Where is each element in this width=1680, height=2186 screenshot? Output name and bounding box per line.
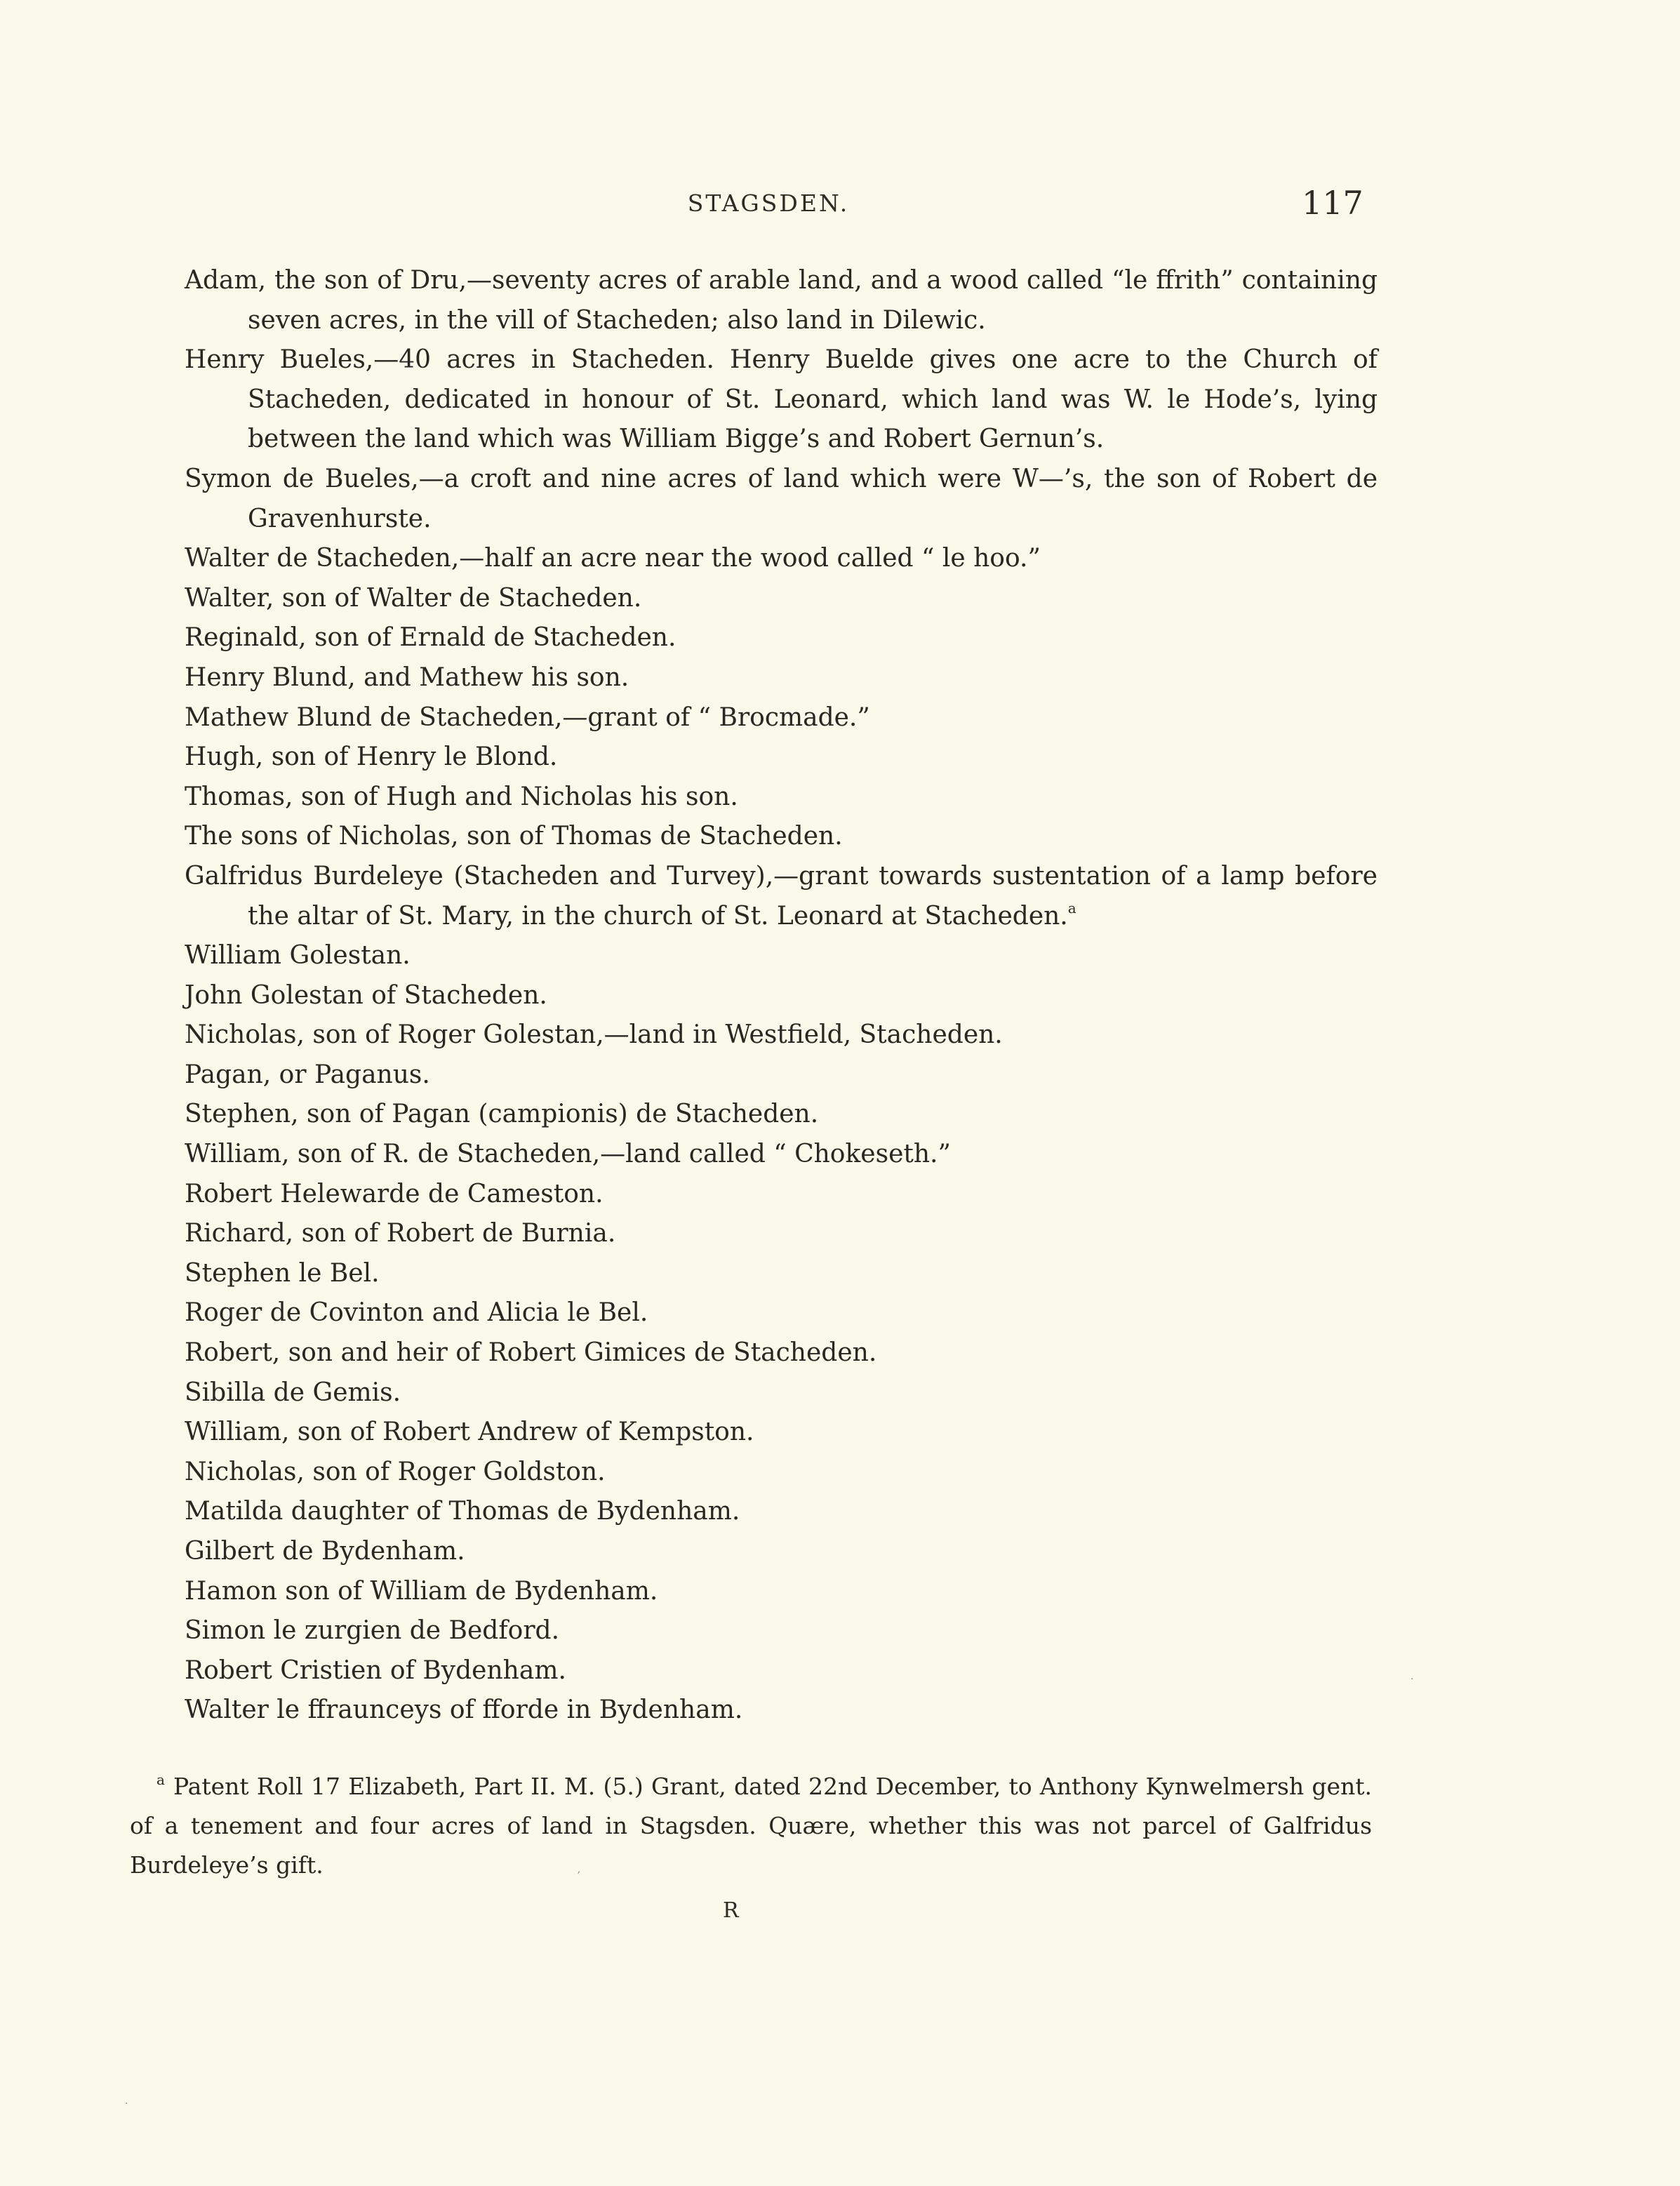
list-item: Mathew Blund de Stacheden,—grant of “ Brocmade.” [185, 702, 870, 732]
list-item: Symon de Bueles,—a croft and nine acres of land which were W—’s, the son of Robert de Gravenhurste. [185, 464, 1378, 533]
list-item: Gilbert de Bydenham. [185, 1537, 465, 1566]
list-item: Pagan, or Paganus. [185, 1060, 430, 1089]
list-item: John Golestan of Stacheden. [185, 980, 547, 1010]
list-item: Robert Cristien of Bydenham. [185, 1655, 566, 1685]
list-item: Adam, the son of Dru,—seventy acres of arable land, and a wood called “le ffrith” containing seven acres, in the vill of Stacheden; also land in Dilewic. [185, 266, 1378, 335]
list-item: Galfridus Burdeleye (Stacheden and Turvey),—grant towards sustentation of a lamp before the altar of St. Mary, in the church of St. Leonard at Stacheden.$^a$ [185, 861, 1378, 931]
paper-speck: · [1411, 1674, 1414, 1685]
paper-speck: · [125, 2098, 128, 2110]
list-item: Hamon son of William de Bydenham. [185, 1576, 658, 1606]
list-item: William, son of R. de Stacheden,—land called “ Chokeseth.” [185, 1140, 951, 1169]
signature-mark: R [723, 1898, 739, 1923]
list-item: Walter le ffraunceys of fforde in Bydenham. [185, 1695, 743, 1725]
list-item: Nicholas, son of Roger Goldston. [185, 1457, 606, 1486]
list-item: Simon le zurgien de Bedford. [185, 1616, 560, 1646]
list-item: Roger de Covinton and Alicia le Bel. [185, 1298, 648, 1328]
list-item: Robert Helewarde de Cameston. [185, 1179, 604, 1208]
list-item: Reginald, son of Ernald de Stacheden. [185, 623, 676, 653]
list-item: Nicholas, son of Roger Golestan,—land in Westfield, Stacheden. [185, 1020, 1003, 1050]
list-item: Sibilla de Gemis. [185, 1378, 401, 1407]
footnote-mark: a [156, 1771, 165, 1788]
footnote-text: Patent Roll 17 Elizabeth, Part II. M. (5.) Grant, dated 22nd December, to Anthony Kynwelmersh gent. of a tenement and four acres of land in Stagsden. Quære, whether this was not parcel of Galfridus Burdeleye’s gift. [130, 1773, 1372, 1879]
footnote-reference[interactable]: a [1067, 899, 1076, 917]
list-item: William, son of Robert Andrew of Kempston. [185, 1418, 754, 1447]
list-item: Walter de Stacheden,—half an acre near the wood called “ le hoo.” [185, 544, 1041, 573]
list-item: William Golestan. [185, 941, 411, 971]
list-item: Stephen le Bel. [185, 1258, 380, 1288]
list-item: Richard, son of Robert de Burnia. [185, 1219, 616, 1248]
list-item: Henry Bueles,—40 acres in Stacheden. Henry Buelde gives one acre to the Church of Stacheden, dedicated in honour of St. Leonard, which land was W. le Hode’s, lying between the land which was William Bigge’s and Robert Gernun’s. [185, 345, 1378, 454]
footnote [130, 1767, 1372, 1885]
running-title: STAGSDEN. [687, 189, 850, 217]
page-number: 117 [1302, 184, 1364, 222]
list-item: Stephen, son of Pagan (campionis) de Stacheden. [185, 1100, 819, 1129]
paper-speck: ʼ [577, 1870, 580, 1881]
entry-list [185, 261, 1378, 1731]
list-item: Henry Blund, and Mathew his son. [185, 662, 629, 692]
list-item: Matilda daughter of Thomas de Bydenham. [185, 1497, 740, 1526]
list-item: The sons of Nicholas, son of Thomas de Stacheden. [185, 822, 843, 851]
list-item: Robert, son and heir of Robert Gimices de Stacheden. [185, 1338, 877, 1368]
list-item: Hugh, son of Henry le Blond. [185, 742, 558, 772]
list-item: Thomas, son of Hugh and Nicholas his son. [185, 782, 738, 811]
list-item: Walter, son of Walter de Stacheden. [185, 583, 642, 613]
